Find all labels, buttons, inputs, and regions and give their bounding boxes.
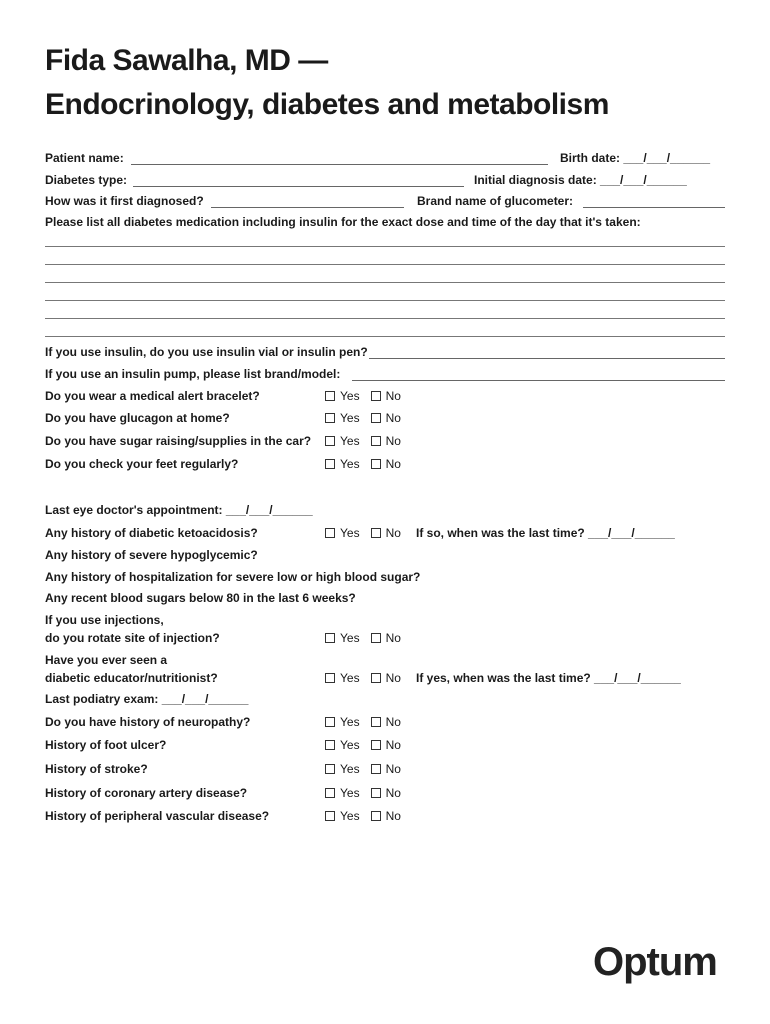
podiatry-date-field[interactable]: Last podiatry exam: ___/___/______ — [45, 692, 249, 706]
sugar-car-yes-checkbox[interactable] — [325, 436, 335, 446]
diabetes-type-label: Diabetes type: — [45, 173, 128, 187]
glucometer-label: Brand name of glucometer: — [417, 194, 574, 208]
diabetes-type-field[interactable] — [133, 186, 464, 187]
medication-line-5[interactable] — [45, 318, 725, 319]
coronary-yes-checkbox[interactable] — [325, 788, 335, 798]
no-label: No — [385, 631, 401, 645]
eye-doctor-date-field[interactable]: Last eye doctor's appointment: ___/___/______ — [45, 503, 313, 517]
question-peripheral: History of peripheral vascular disease? — [45, 809, 270, 823]
question-check-feet: Do you check your feet regularly? — [45, 457, 239, 471]
glucometer-field[interactable] — [583, 207, 725, 208]
initial-diagnosis-date-field[interactable]: Initial diagnosis date: ___/___/______ — [474, 173, 687, 187]
yes-label: Yes — [340, 715, 360, 729]
sugar-car-options — [325, 434, 401, 448]
peripheral-yes-checkbox[interactable] — [325, 811, 335, 821]
coronary-no-checkbox[interactable] — [371, 788, 381, 798]
question-alert-bracelet: Do you wear a medical alert bracelet? — [45, 389, 260, 403]
insulin-vial-pen-label: If you use insulin, do you use insulin vial or insulin pen? — [45, 345, 368, 359]
educator-options — [325, 671, 401, 685]
educator-last-time-field[interactable]: If yes, when was the last time? ___/___/______ — [416, 671, 681, 685]
no-label: No — [385, 762, 401, 776]
question-hospitalization: Any history of hospitalization for severe low or high blood sugar? — [45, 570, 421, 584]
question-foot-ulcer: History of foot ulcer? — [45, 738, 167, 752]
glucagon-options — [325, 411, 401, 425]
yes-label: Yes — [340, 762, 360, 776]
medication-line-1[interactable] — [45, 246, 725, 247]
question-hypoglycemic: Any history of severe hypoglycemic? — [45, 548, 258, 562]
yes-label: Yes — [340, 671, 360, 685]
birth-date-field[interactable]: Birth date: ___/___/______ — [560, 151, 711, 165]
question-glucagon: Do you have glucagon at home? — [45, 411, 230, 425]
peripheral-no-checkbox[interactable] — [371, 811, 381, 821]
no-label: No — [385, 389, 401, 403]
foot-ulcer-yes-checkbox[interactable] — [325, 740, 335, 750]
yes-label: Yes — [340, 738, 360, 752]
patient-name-label: Patient name: — [45, 151, 124, 165]
yes-label: Yes — [340, 457, 360, 471]
no-label: No — [385, 738, 401, 752]
ketoacidosis-no-checkbox[interactable] — [371, 528, 381, 538]
no-label: No — [385, 434, 401, 448]
stroke-no-checkbox[interactable] — [371, 764, 381, 774]
injections-options — [325, 631, 401, 645]
ketoacidosis-options — [325, 526, 401, 540]
medication-line-6[interactable] — [45, 336, 725, 337]
educator-no-checkbox[interactable] — [371, 673, 381, 683]
ketoacidosis-yes-checkbox[interactable] — [325, 528, 335, 538]
page-title-line-2: Endocrinology, diabetes and metabolism — [45, 88, 609, 121]
question-neuropathy: Do you have history of neuropathy? — [45, 715, 251, 729]
page-title-line-1: Fida Sawalha, MD — — [45, 44, 328, 77]
yes-label: Yes — [340, 389, 360, 403]
injections-yes-checkbox[interactable] — [325, 633, 335, 643]
insulin-vial-pen-field[interactable] — [369, 358, 725, 359]
neuropathy-yes-checkbox[interactable] — [325, 717, 335, 727]
alert-bracelet-options — [325, 389, 401, 403]
neuropathy-no-checkbox[interactable] — [371, 717, 381, 727]
question-ketoacidosis: Any history of diabetic ketoacidosis? — [45, 526, 258, 540]
stroke-options — [325, 762, 401, 776]
no-label: No — [385, 526, 401, 540]
glucagon-yes-checkbox[interactable] — [325, 413, 335, 423]
alert-bracelet-no-checkbox[interactable] — [371, 391, 381, 401]
yes-label: Yes — [340, 631, 360, 645]
stroke-yes-checkbox[interactable] — [325, 764, 335, 774]
yes-label: Yes — [340, 809, 360, 823]
question-educator-line-2: diabetic educator/nutritionist? — [45, 671, 218, 685]
injections-no-checkbox[interactable] — [371, 633, 381, 643]
yes-label: Yes — [340, 526, 360, 540]
no-label: No — [385, 671, 401, 685]
medication-line-4[interactable] — [45, 300, 725, 301]
medication-line-2[interactable] — [45, 264, 725, 265]
question-sugar-car: Do you have sugar raising/supplies in the car? — [45, 434, 312, 448]
question-injections-line-2: do you rotate site of injection? — [45, 631, 220, 645]
glucagon-no-checkbox[interactable] — [371, 413, 381, 423]
question-injections-line-1: If you use injections, — [45, 613, 164, 627]
ketoacidosis-last-time-field[interactable]: If so, when was the last time? ___/___/______ — [416, 526, 675, 540]
sugar-car-no-checkbox[interactable] — [371, 436, 381, 446]
yes-label: Yes — [340, 411, 360, 425]
medication-line-3[interactable] — [45, 282, 725, 283]
check-feet-options — [325, 457, 401, 471]
medication-prompt: Please list all diabetes medication including insulin for the exact dose and time of the day that it's taken: — [45, 215, 641, 229]
check-feet-yes-checkbox[interactable] — [325, 459, 335, 469]
insulin-pump-field[interactable] — [352, 380, 725, 381]
no-label: No — [385, 457, 401, 471]
foot-ulcer-no-checkbox[interactable] — [371, 740, 381, 750]
no-label: No — [385, 411, 401, 425]
question-educator-line-1: Have you ever seen a — [45, 653, 168, 667]
patient-name-field[interactable] — [131, 164, 548, 165]
insulin-pump-label: If you use an insulin pump, please list brand/model: — [45, 367, 341, 381]
yes-label: Yes — [340, 434, 360, 448]
coronary-options — [325, 786, 401, 800]
neuropathy-options — [325, 715, 401, 729]
check-feet-no-checkbox[interactable] — [371, 459, 381, 469]
no-label: No — [385, 809, 401, 823]
no-label: No — [385, 786, 401, 800]
first-diagnosed-label: How was it first diagnosed? — [45, 194, 204, 208]
peripheral-options — [325, 809, 401, 823]
alert-bracelet-yes-checkbox[interactable] — [325, 391, 335, 401]
optum-logo: Optum — [593, 940, 717, 984]
question-coronary: History of coronary artery disease? — [45, 786, 248, 800]
question-below-80: Any recent blood sugars below 80 in the last 6 weeks? — [45, 591, 356, 605]
question-stroke: History of stroke? — [45, 762, 148, 776]
no-label: No — [385, 715, 401, 729]
yes-label: Yes — [340, 786, 360, 800]
foot-ulcer-options — [325, 738, 401, 752]
educator-yes-checkbox[interactable] — [325, 673, 335, 683]
first-diagnosed-field[interactable] — [211, 207, 404, 208]
